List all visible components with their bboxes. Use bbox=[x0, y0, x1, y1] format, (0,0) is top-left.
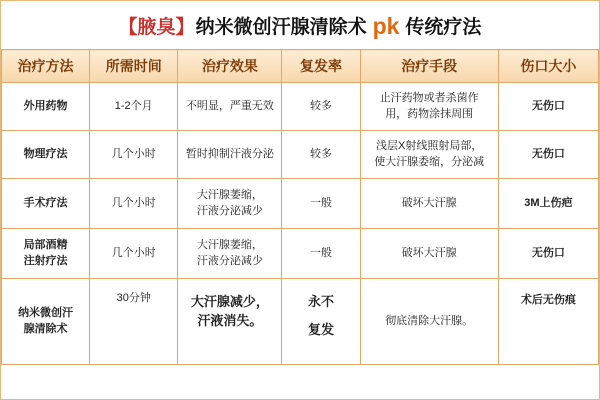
cell-wound: 无伤口 bbox=[498, 229, 598, 279]
table-row bbox=[2, 279, 599, 365]
table-body bbox=[2, 83, 599, 365]
cell-recurrence bbox=[282, 279, 360, 365]
cell-means-line: 彻底清除大汗腺。 bbox=[385, 314, 474, 327]
cell-effect-line: 大汗腺萎缩， bbox=[196, 238, 263, 251]
column-header-effect: 治疗效果 bbox=[178, 50, 282, 83]
cell-time: 30分钟 bbox=[90, 279, 178, 365]
cell-means-line: 破坏大汗腺 bbox=[401, 196, 457, 209]
column-header-wound: 伤口大小 bbox=[498, 50, 598, 83]
page-title bbox=[1, 1, 599, 49]
cell-effect bbox=[178, 179, 282, 229]
cell-effect bbox=[178, 229, 282, 279]
cell-method: 物理疗法 bbox=[2, 131, 90, 179]
cell-wound: 无伤口 bbox=[498, 131, 598, 179]
column-header-means: 治疗手段 bbox=[360, 50, 498, 83]
cell-effect bbox=[178, 83, 282, 131]
cell-recurrence: 一般 bbox=[282, 229, 360, 279]
cell-effect-line: 不明显，严重无效 bbox=[185, 99, 274, 112]
cell-time: 几个小时 bbox=[90, 229, 178, 279]
title-tail-text: 传统疗法 bbox=[405, 16, 482, 38]
table-row bbox=[2, 83, 599, 131]
cell-time: 1-2个月 bbox=[90, 83, 178, 131]
table-header bbox=[2, 50, 599, 83]
cell-method: 手术疗法 bbox=[2, 179, 90, 229]
table-row bbox=[2, 179, 599, 229]
cell-wound: 无伤口 bbox=[498, 83, 598, 131]
column-header-recurrence: 复发率 bbox=[282, 50, 360, 83]
cell-time: 几个小时 bbox=[90, 131, 178, 179]
cell-means-line: 浅层X射线照射局部， bbox=[376, 139, 483, 152]
cell-method-line: 局部酒精 bbox=[23, 238, 68, 251]
cell-means bbox=[360, 179, 498, 229]
cell-effect-line: 大汗腺萎缩， bbox=[196, 188, 263, 201]
cell-effect-line: 大汗腺减少， bbox=[190, 294, 269, 309]
cell-means-line: 用，药物涂抹周围 bbox=[385, 107, 474, 120]
cell-effect-line: 暂时抑制汗液分泌 bbox=[185, 147, 274, 160]
cell-recurrence-line: 永不 bbox=[308, 294, 335, 309]
table-header-row bbox=[2, 50, 599, 83]
cell-method bbox=[2, 279, 90, 365]
cell-method-line: 注射疗法 bbox=[23, 254, 68, 267]
cell-means-line: 破坏大汗腺 bbox=[401, 246, 457, 259]
cell-means bbox=[360, 131, 498, 179]
cell-means bbox=[360, 83, 498, 131]
column-header-method: 治疗方法 bbox=[2, 50, 90, 83]
cell-effect-line: 汗液消失。 bbox=[197, 312, 263, 328]
title-pk-text: pk bbox=[372, 12, 400, 39]
column-header-time: 所需时间 bbox=[90, 50, 178, 83]
title-main-text: 纳米微创汗腺清除术 bbox=[195, 16, 367, 38]
cell-effect-line: 汗液分泌减少 bbox=[196, 254, 263, 267]
cell-recurrence: 一般 bbox=[282, 179, 360, 229]
cell-wound: 术后无伤痕 bbox=[498, 279, 598, 365]
cell-method-line: 纳米微创汗 bbox=[18, 306, 74, 319]
cell-means bbox=[360, 279, 498, 365]
cell-means-line: 止汗药物或者杀菌作 bbox=[379, 91, 479, 104]
cell-effect-line: 汗液分泌减少 bbox=[196, 204, 263, 217]
cell-means-line: 使大汗腺委缩，分泌减 bbox=[374, 155, 485, 168]
cell-method-line: 腺清除术 bbox=[23, 322, 68, 335]
cell-recurrence: 较多 bbox=[282, 131, 360, 179]
cell-wound: 3M上伤疤 bbox=[498, 179, 598, 229]
cell-time: 几个小时 bbox=[90, 179, 178, 229]
table-row bbox=[2, 131, 599, 179]
comparison-table bbox=[1, 49, 599, 365]
cell-effect bbox=[178, 279, 282, 365]
cell-recurrence-gap bbox=[286, 312, 355, 321]
cell-method bbox=[2, 229, 90, 279]
cell-recurrence-line: 复发 bbox=[308, 321, 335, 337]
cell-method: 外用药物 bbox=[2, 83, 90, 131]
cell-recurrence: 较多 bbox=[282, 83, 360, 131]
cell-effect bbox=[178, 131, 282, 179]
title-bracket-text: 【腋臭】 bbox=[118, 16, 195, 38]
table-row bbox=[2, 229, 599, 279]
cell-means bbox=[360, 229, 498, 279]
